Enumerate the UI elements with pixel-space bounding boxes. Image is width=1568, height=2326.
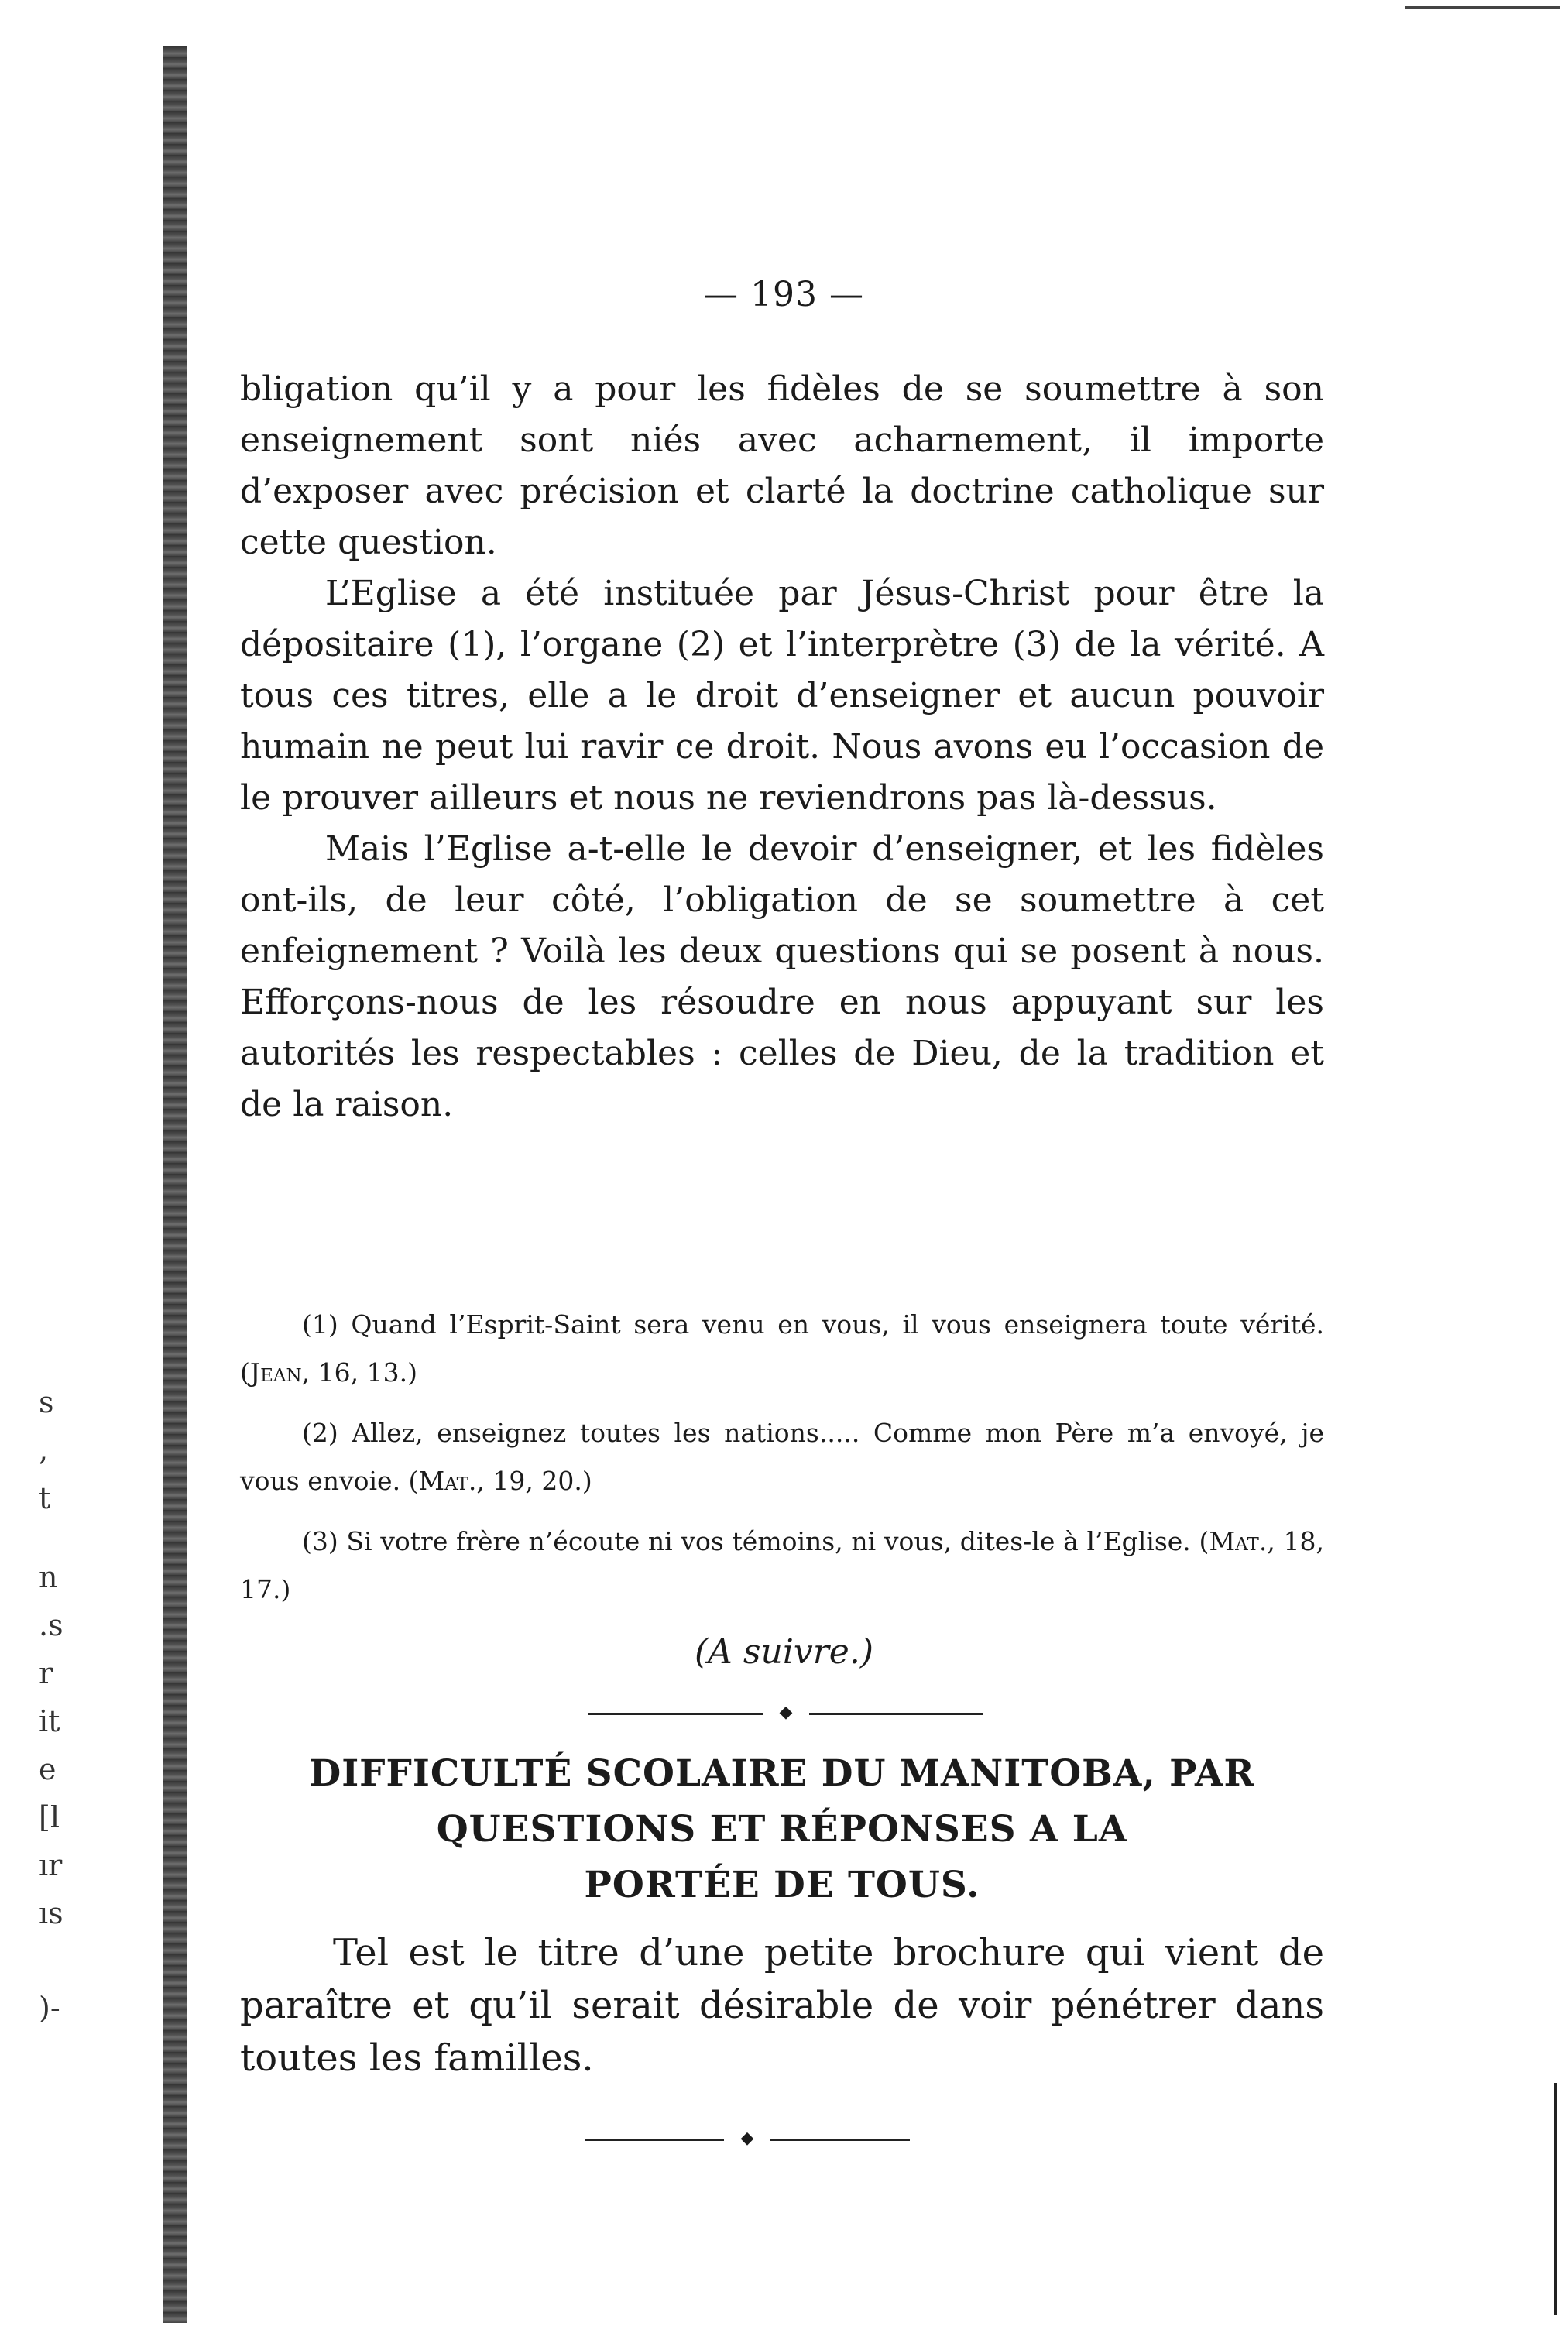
article-heading bbox=[240, 1746, 1324, 1913]
previous-page-margin-fragments bbox=[39, 1378, 63, 2032]
continuation-note: (A suivre.) bbox=[695, 1632, 873, 1672]
divider-ornament: ◆ bbox=[763, 1705, 809, 1720]
margin-fragment: t bbox=[39, 1481, 51, 1515]
heading-line: PORTÉE DE TOUS. bbox=[584, 1864, 980, 1906]
binding-shadow bbox=[163, 46, 187, 2323]
body-paragraph: bligation qu’il y a pour les fidèles de se soumettre à son enseignement sont niés avec acharnement, il importe d’exposer avec précision et clarté la doctrine catholique sur cette question. bbox=[240, 369, 1324, 562]
scripture-reference: Jean bbox=[249, 1357, 302, 1388]
page-number: — 193 — bbox=[704, 275, 864, 314]
margin-fragment: [l bbox=[39, 1800, 60, 1834]
margin-fragment: r bbox=[39, 1656, 53, 1690]
article-paragraph: Tel est le titre d’une petite brochure qui vient de paraître et qu’il serait désirable de voir pénétrer dans toutes les familles. bbox=[240, 1931, 1324, 2080]
body-text bbox=[240, 364, 1324, 1130]
margin-fragment: ıs bbox=[39, 1896, 63, 1930]
scan-edge-mark bbox=[1554, 2083, 1557, 2315]
body-paragraph: Mais l’Eglise a-t-elle le devoir d’enseigner, et les fidèles ont-ils, de leur côté, l’obligation de se soumettre à cet enfeignement ? Voilà les deux questions qui se posent à nous. Efforçons-nous de les résoudre en nous appuyant sur les autorités les respectables : celles de Dieu, de la tradition et de la raison. bbox=[240, 829, 1324, 1124]
footnote: (1) Quand l’Esprit-Saint sera venu en vous, il vous enseignera toute vérité. (Jean, 16, 13.) bbox=[240, 1309, 1324, 1388]
margin-fragment: n bbox=[39, 1560, 58, 1594]
footnote: (2) Allez, enseignez toutes les nations..... Comme mon Père m’a envoyé, je vous envoie. (Mat., 19, 20.) bbox=[240, 1418, 1324, 1496]
article-text bbox=[240, 1926, 1324, 2084]
margin-fragment: .s bbox=[39, 1608, 63, 1642]
margin-fragment: )- bbox=[39, 1991, 60, 2025]
scripture-reference: Mat. bbox=[1209, 1526, 1268, 1556]
footnotes bbox=[240, 1301, 1324, 1626]
margin-fragment: , bbox=[39, 1433, 49, 1467]
heading-line: DIFFICULTÉ SCOLAIRE DU MANITOBA, PAR bbox=[309, 1752, 1255, 1795]
footnote: (3) Si votre frère n’écoute ni vos témoins, ni vous, dites-le à l’Eglise. (Mat., 18, 17.) bbox=[240, 1526, 1325, 1604]
margin-fragment: ır bbox=[39, 1848, 63, 1882]
margin-fragment: it bbox=[39, 1704, 60, 1738]
end-divider bbox=[585, 2129, 910, 2148]
section-divider bbox=[588, 1703, 983, 1722]
scan-edge-rule bbox=[1405, 6, 1560, 9]
margin-fragment: s bbox=[39, 1385, 54, 1419]
margin-fragment: e bbox=[39, 1752, 57, 1786]
heading-line: QUESTIONS ET RÉPONSES A LA bbox=[436, 1808, 1128, 1851]
divider-ornament: ◆ bbox=[724, 2131, 770, 2146]
scripture-reference: Mat. bbox=[418, 1466, 477, 1496]
body-paragraph: L’Eglise a été instituée par Jésus-Christ pour être la dépositaire (1), l’organe (2) et l’interprètre (3) de la vérité. A tous ces titres, elle a le droit d’enseigner et aucun pouvoir humain ne peut lui ravir ce droit. Nous avons eu l’occasion de le prouver ailleurs et nous ne reviendrons pas là-dessus. bbox=[240, 574, 1324, 818]
